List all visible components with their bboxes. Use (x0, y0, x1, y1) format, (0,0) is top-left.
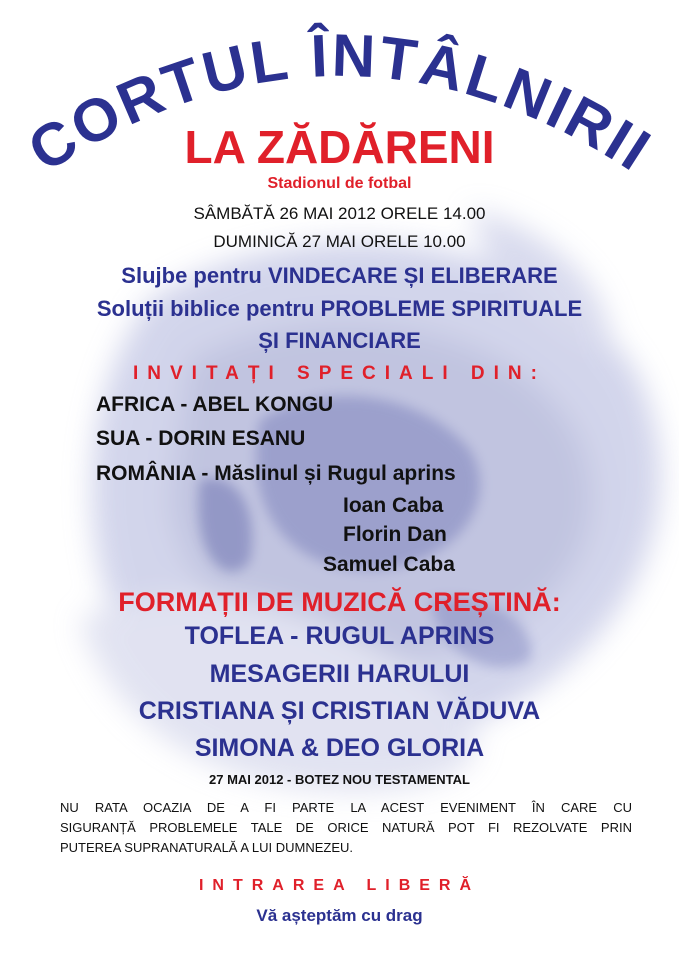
services-line-2 (0, 296, 679, 322)
invitation-line-1: NU RATA OCAZIA DE A FI PARTE LA ACEST EVENIMENT ÎN CARE CU (60, 800, 632, 815)
invitation-line-3: PUTEREA SUPRANATURALĂ A LUI DUMNEZEU. (60, 840, 354, 855)
arched-title-text: CORTUL ÎNTÂLNIRII (16, 21, 664, 185)
guests-heading: INVITAȚI SPECIALI DIN: (133, 363, 546, 384)
services-line-3: ȘI FINANCIARE (258, 328, 421, 353)
baptism-note: 27 MAI 2012 - BOTEZ NOU TESTAMENTAL (209, 772, 470, 787)
guest-africa: AFRICA - ABEL KONGU (96, 393, 334, 416)
subtitle: LA ZĂDĂRENI (184, 121, 495, 173)
guest-usa: SUA - DORIN ESANU (96, 427, 306, 450)
band-1: TOFLEA - RUGUL APRINS (184, 622, 495, 650)
services-line-1-prefix: Slujbe pentru (121, 263, 262, 288)
services-line-1-highlight: VINDECARE ȘI ELIBERARE (267, 263, 558, 288)
schedule-saturday: SÂMBĂTĂ 26 MAI 2012 ORELE 14.00 (193, 204, 486, 223)
romania-name-3: Samuel Caba (323, 553, 455, 576)
venue: Stadionul de fotbal (267, 175, 412, 192)
band-2: MESAGERII HARULUI (209, 660, 470, 688)
bands-heading: FORMAȚII DE MUZICĂ CREȘTINĂ: (118, 587, 561, 617)
band-3: CRISTIANA ȘI CRISTIAN VĂDUVA (138, 697, 541, 725)
romania-name-1: Ioan Caba (343, 494, 444, 517)
guest-romania: ROMÂNIA - Măslinul și Rugul aprins (96, 462, 456, 485)
romania-name-2: Florin Dan (343, 523, 447, 546)
schedule-sunday: DUMINICĂ 27 MAI ORELE 10.00 (213, 232, 466, 251)
services-line-1 (0, 263, 679, 289)
invitation-line-2: SIGURANȚĂ PROBLEMELE TALE DE ORICE NATURĂ POT FI REZOLVATE PRIN (60, 820, 632, 835)
services-line-2-prefix: Soluții biblice pentru (96, 296, 315, 321)
closing-line: Vă așteptăm cu drag (256, 906, 423, 925)
band-4: SIMONA & DEO GLORIA (194, 734, 485, 762)
entry-free: INTRAREA LIBERĂ (198, 877, 481, 894)
services-line-2-highlight: PROBLEME SPIRITUALE (320, 296, 583, 321)
